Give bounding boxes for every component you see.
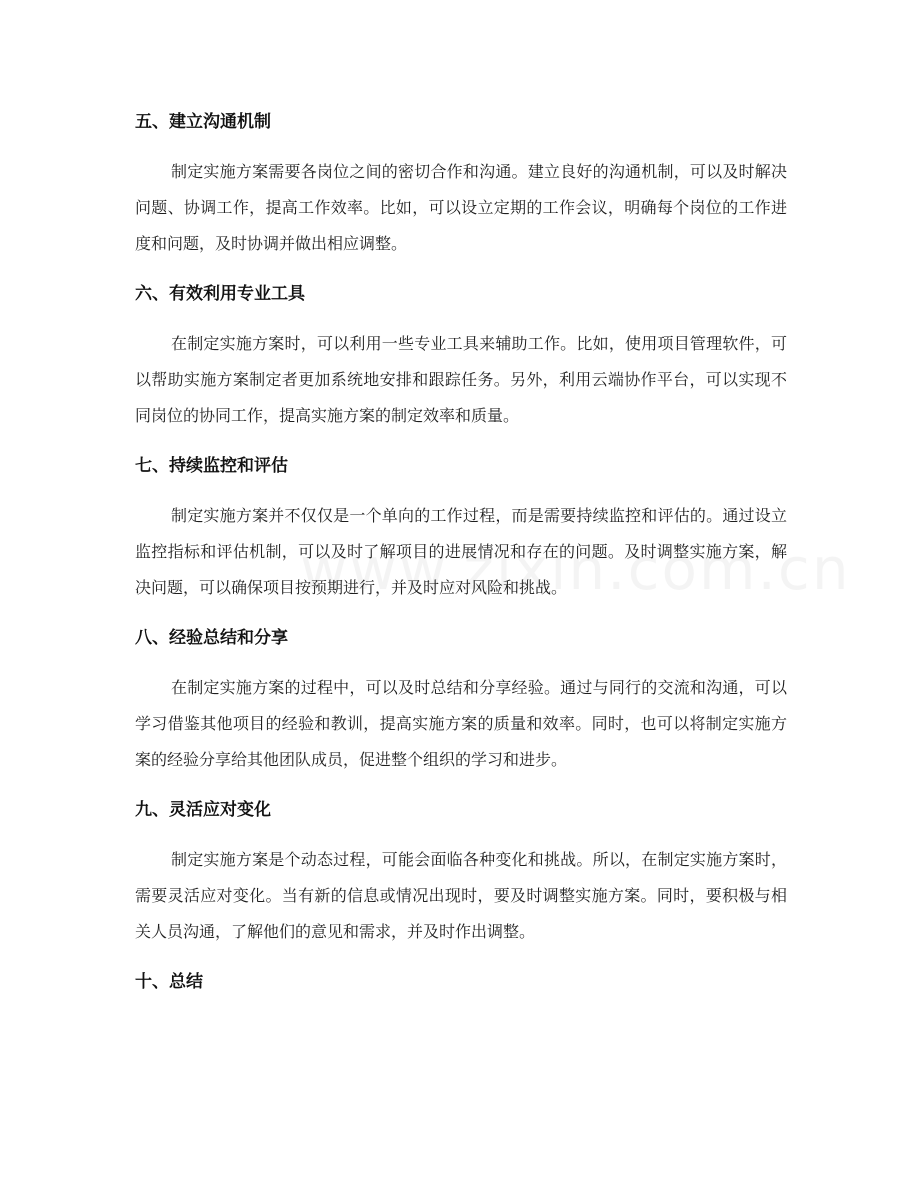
- section-paragraph: 在制定实施方案的过程中，可以及时总结和分享经验。通过与同行的交流和沟通，可以学习借鉴其他项目的经验和教训，提高实施方案的质量和效率。同时，也可以将制定实施方案的经验分享给其他团队成员，促进整个组织的学习和进步。: [135, 678, 787, 769]
- section-6: [135, 276, 787, 434]
- section-heading: 八、经验总结和分享: [135, 628, 288, 648]
- section-10: [135, 964, 787, 1000]
- section-7: [135, 448, 787, 606]
- section-heading: 五、建立沟通机制: [135, 112, 271, 132]
- section-heading: 九、灵活应对变化: [135, 800, 271, 820]
- section-paragraph: 制定实施方案是个动态过程，可能会面临各种变化和挑战。所以，在制定实施方案时，需要灵活应对变化。当有新的信息或情况出现时，要及时调整实施方案。同时，要积极与相关人员沟通，了解他们的意见和需求，并及时作出调整。: [135, 850, 787, 941]
- section-heading: 十、总结: [135, 972, 203, 992]
- section-paragraph: 在制定实施方案时，可以利用一些专业工具来辅助工作。比如，使用项目管理软件，可以帮助实施方案制定者更加系统地安排和跟踪任务。另外，利用云端协作平台，可以实现不同岗位的协同工作，提高实施方案的制定效率和质量。: [135, 334, 787, 425]
- document-body: [135, 104, 787, 1000]
- section-heading: 六、有效利用专业工具: [135, 284, 305, 304]
- section-8: [135, 620, 787, 778]
- section-9: [135, 792, 787, 950]
- section-heading: 七、持续监控和评估: [135, 456, 288, 476]
- section-5: [135, 104, 787, 262]
- section-paragraph: 制定实施方案并不仅仅是一个单向的工作过程，而是需要持续监控和评估的。通过设立监控指标和评估机制，可以及时了解项目的进展情况和存在的问题。及时调整实施方案，解决问题，可以确保项目按预期进行，并及时应对风险和挑战。: [135, 506, 787, 597]
- section-paragraph: 制定实施方案需要各岗位之间的密切合作和沟通。建立良好的沟通机制，可以及时解决问题、协调工作，提高工作效率。比如，可以设立定期的工作会议，明确每个岗位的工作进度和问题，及时协调并做出相应调整。: [135, 162, 787, 253]
